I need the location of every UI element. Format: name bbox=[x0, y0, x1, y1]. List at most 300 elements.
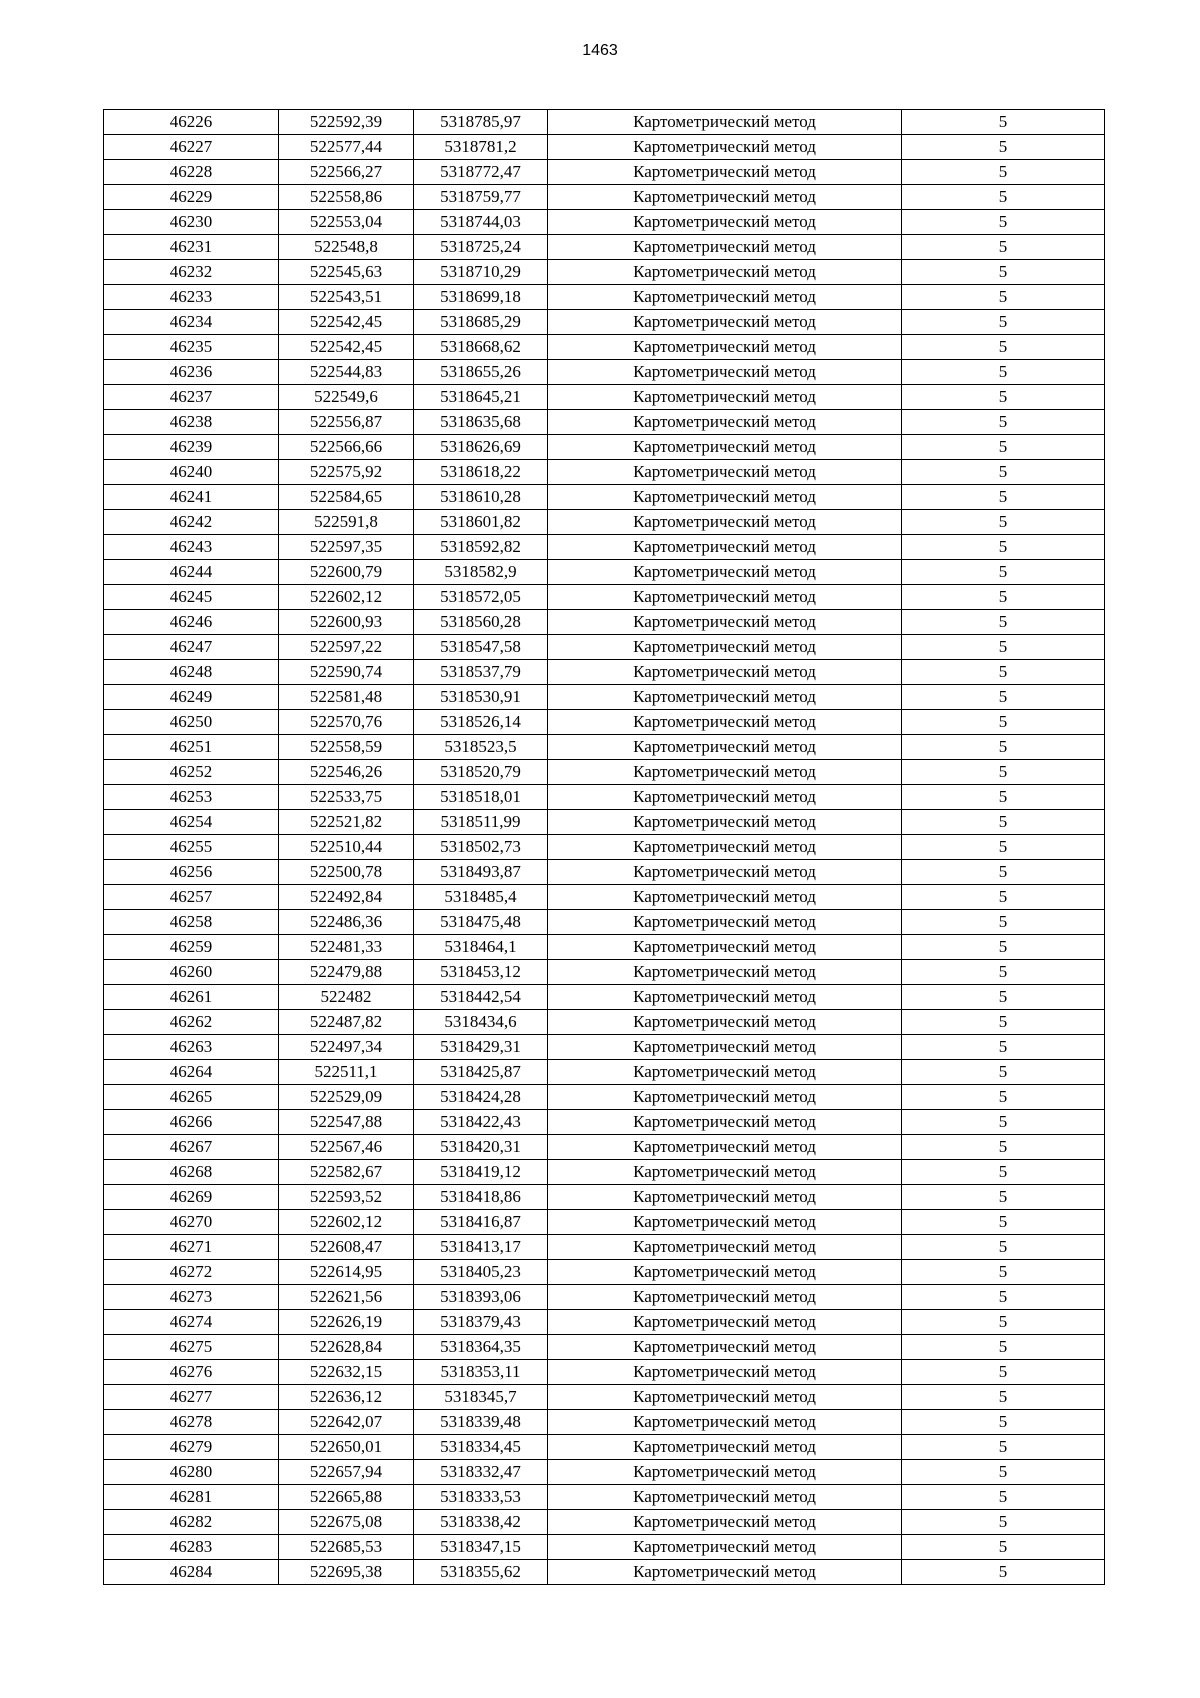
point-id-cell: 46242 bbox=[104, 510, 279, 535]
method-cell: Картометрический метод bbox=[548, 660, 902, 685]
accuracy-cell: 5 bbox=[902, 1385, 1105, 1410]
accuracy-cell: 5 bbox=[902, 1335, 1105, 1360]
y-coordinate-cell: 5318364,35 bbox=[414, 1335, 548, 1360]
y-coordinate-cell: 5318419,12 bbox=[414, 1160, 548, 1185]
x-coordinate-cell: 522549,6 bbox=[279, 385, 414, 410]
accuracy-cell: 5 bbox=[902, 535, 1105, 560]
x-coordinate-cell: 522479,88 bbox=[279, 960, 414, 985]
table-row bbox=[104, 1285, 1105, 1310]
accuracy-cell: 5 bbox=[902, 110, 1105, 135]
method-cell: Картометрический метод bbox=[548, 1110, 902, 1135]
point-id-cell: 46244 bbox=[104, 560, 279, 585]
table-row bbox=[104, 185, 1105, 210]
accuracy-cell: 5 bbox=[902, 335, 1105, 360]
y-coordinate-cell: 5318710,29 bbox=[414, 260, 548, 285]
point-id-cell: 46246 bbox=[104, 610, 279, 635]
y-coordinate-cell: 5318518,01 bbox=[414, 785, 548, 810]
accuracy-cell: 5 bbox=[902, 910, 1105, 935]
y-coordinate-cell: 5318334,45 bbox=[414, 1435, 548, 1460]
x-coordinate-cell: 522481,33 bbox=[279, 935, 414, 960]
accuracy-cell: 5 bbox=[902, 1085, 1105, 1110]
method-cell: Картометрический метод bbox=[548, 560, 902, 585]
method-cell: Картометрический метод bbox=[548, 1535, 902, 1560]
accuracy-cell: 5 bbox=[902, 160, 1105, 185]
table-row bbox=[104, 1160, 1105, 1185]
table-row bbox=[104, 660, 1105, 685]
y-coordinate-cell: 5318772,47 bbox=[414, 160, 548, 185]
method-cell: Картометрический метод bbox=[548, 435, 902, 460]
y-coordinate-cell: 5318416,87 bbox=[414, 1210, 548, 1235]
table-row bbox=[104, 810, 1105, 835]
x-coordinate-cell: 522636,12 bbox=[279, 1385, 414, 1410]
accuracy-cell: 5 bbox=[902, 685, 1105, 710]
accuracy-cell: 5 bbox=[902, 210, 1105, 235]
accuracy-cell: 5 bbox=[902, 1110, 1105, 1135]
point-id-cell: 46270 bbox=[104, 1210, 279, 1235]
point-id-cell: 46254 bbox=[104, 810, 279, 835]
table-row bbox=[104, 685, 1105, 710]
point-id-cell: 46261 bbox=[104, 985, 279, 1010]
accuracy-cell: 5 bbox=[902, 310, 1105, 335]
table-row bbox=[104, 485, 1105, 510]
accuracy-cell: 5 bbox=[902, 185, 1105, 210]
method-cell: Картометрический метод bbox=[548, 485, 902, 510]
y-coordinate-cell: 5318582,9 bbox=[414, 560, 548, 585]
x-coordinate-cell: 522500,78 bbox=[279, 860, 414, 885]
accuracy-cell: 5 bbox=[902, 985, 1105, 1010]
method-cell: Картометрический метод bbox=[548, 585, 902, 610]
method-cell: Картометрический метод bbox=[548, 1035, 902, 1060]
point-id-cell: 46240 bbox=[104, 460, 279, 485]
table-row bbox=[104, 535, 1105, 560]
method-cell: Картометрический метод bbox=[548, 635, 902, 660]
method-cell: Картометрический метод bbox=[548, 135, 902, 160]
x-coordinate-cell: 522543,51 bbox=[279, 285, 414, 310]
table-row bbox=[104, 260, 1105, 285]
table-row bbox=[104, 885, 1105, 910]
y-coordinate-cell: 5318339,48 bbox=[414, 1410, 548, 1435]
method-cell: Картометрический метод bbox=[548, 760, 902, 785]
accuracy-cell: 5 bbox=[902, 810, 1105, 835]
accuracy-cell: 5 bbox=[902, 1435, 1105, 1460]
y-coordinate-cell: 5318635,68 bbox=[414, 410, 548, 435]
x-coordinate-cell: 522511,1 bbox=[279, 1060, 414, 1085]
y-coordinate-cell: 5318626,69 bbox=[414, 435, 548, 460]
x-coordinate-cell: 522592,39 bbox=[279, 110, 414, 135]
x-coordinate-cell: 522597,35 bbox=[279, 535, 414, 560]
point-id-cell: 46250 bbox=[104, 710, 279, 735]
method-cell: Картометрический метод bbox=[548, 1385, 902, 1410]
table-row bbox=[104, 910, 1105, 935]
x-coordinate-cell: 522533,75 bbox=[279, 785, 414, 810]
accuracy-cell: 5 bbox=[902, 460, 1105, 485]
method-cell: Картометрический метод bbox=[548, 410, 902, 435]
point-id-cell: 46227 bbox=[104, 135, 279, 160]
table-row bbox=[104, 985, 1105, 1010]
accuracy-cell: 5 bbox=[902, 1035, 1105, 1060]
x-coordinate-cell: 522558,59 bbox=[279, 735, 414, 760]
y-coordinate-cell: 5318699,18 bbox=[414, 285, 548, 310]
method-cell: Картометрический метод bbox=[548, 685, 902, 710]
accuracy-cell: 5 bbox=[902, 1060, 1105, 1085]
table-row bbox=[104, 1485, 1105, 1510]
x-coordinate-cell: 522566,66 bbox=[279, 435, 414, 460]
accuracy-cell: 5 bbox=[902, 435, 1105, 460]
accuracy-cell: 5 bbox=[902, 360, 1105, 385]
point-id-cell: 46230 bbox=[104, 210, 279, 235]
table-row bbox=[104, 1085, 1105, 1110]
accuracy-cell: 5 bbox=[902, 135, 1105, 160]
method-cell: Картометрический метод bbox=[548, 1260, 902, 1285]
accuracy-cell: 5 bbox=[902, 1460, 1105, 1485]
accuracy-cell: 5 bbox=[902, 260, 1105, 285]
table-row bbox=[104, 635, 1105, 660]
table-row bbox=[104, 860, 1105, 885]
accuracy-cell: 5 bbox=[902, 1285, 1105, 1310]
table-row bbox=[104, 1410, 1105, 1435]
table-row bbox=[104, 1310, 1105, 1335]
x-coordinate-cell: 522614,95 bbox=[279, 1260, 414, 1285]
x-coordinate-cell: 522545,63 bbox=[279, 260, 414, 285]
y-coordinate-cell: 5318511,99 bbox=[414, 810, 548, 835]
y-coordinate-cell: 5318434,6 bbox=[414, 1010, 548, 1035]
table-row bbox=[104, 610, 1105, 635]
point-id-cell: 46233 bbox=[104, 285, 279, 310]
x-coordinate-cell: 522553,04 bbox=[279, 210, 414, 235]
point-id-cell: 46265 bbox=[104, 1085, 279, 1110]
accuracy-cell: 5 bbox=[902, 710, 1105, 735]
accuracy-cell: 5 bbox=[902, 785, 1105, 810]
y-coordinate-cell: 5318725,24 bbox=[414, 235, 548, 260]
x-coordinate-cell: 522608,47 bbox=[279, 1235, 414, 1260]
point-id-cell: 46279 bbox=[104, 1435, 279, 1460]
point-id-cell: 46274 bbox=[104, 1310, 279, 1335]
point-id-cell: 46232 bbox=[104, 260, 279, 285]
x-coordinate-cell: 522665,88 bbox=[279, 1485, 414, 1510]
point-id-cell: 46252 bbox=[104, 760, 279, 785]
accuracy-cell: 5 bbox=[902, 1310, 1105, 1335]
y-coordinate-cell: 5318332,47 bbox=[414, 1460, 548, 1485]
point-id-cell: 46269 bbox=[104, 1185, 279, 1210]
table-row bbox=[104, 560, 1105, 585]
x-coordinate-cell: 522657,94 bbox=[279, 1460, 414, 1485]
accuracy-cell: 5 bbox=[902, 485, 1105, 510]
table-row bbox=[104, 1210, 1105, 1235]
table-row bbox=[104, 1435, 1105, 1460]
table-row bbox=[104, 1560, 1105, 1585]
y-coordinate-cell: 5318537,79 bbox=[414, 660, 548, 685]
table-row bbox=[104, 1385, 1105, 1410]
point-id-cell: 46231 bbox=[104, 235, 279, 260]
method-cell: Картометрический метод bbox=[548, 310, 902, 335]
x-coordinate-cell: 522600,79 bbox=[279, 560, 414, 585]
table-row bbox=[104, 1235, 1105, 1260]
x-coordinate-cell: 522482 bbox=[279, 985, 414, 1010]
y-coordinate-cell: 5318424,28 bbox=[414, 1085, 548, 1110]
table-row bbox=[104, 1460, 1105, 1485]
point-id-cell: 46260 bbox=[104, 960, 279, 985]
method-cell: Картометрический метод bbox=[548, 1010, 902, 1035]
x-coordinate-cell: 522602,12 bbox=[279, 1210, 414, 1235]
accuracy-cell: 5 bbox=[902, 1560, 1105, 1585]
y-coordinate-cell: 5318759,77 bbox=[414, 185, 548, 210]
y-coordinate-cell: 5318493,87 bbox=[414, 860, 548, 885]
accuracy-cell: 5 bbox=[902, 635, 1105, 660]
table-row bbox=[104, 835, 1105, 860]
y-coordinate-cell: 5318592,82 bbox=[414, 535, 548, 560]
x-coordinate-cell: 522590,74 bbox=[279, 660, 414, 685]
table-row bbox=[104, 785, 1105, 810]
method-cell: Картометрический метод bbox=[548, 1285, 902, 1310]
table-row bbox=[104, 210, 1105, 235]
accuracy-cell: 5 bbox=[902, 385, 1105, 410]
y-coordinate-cell: 5318379,43 bbox=[414, 1310, 548, 1335]
table-row bbox=[104, 310, 1105, 335]
accuracy-cell: 5 bbox=[902, 885, 1105, 910]
point-id-cell: 46245 bbox=[104, 585, 279, 610]
point-id-cell: 46278 bbox=[104, 1410, 279, 1435]
table-row bbox=[104, 360, 1105, 385]
table-row bbox=[104, 110, 1105, 135]
page-number: 1463 bbox=[582, 42, 618, 59]
accuracy-cell: 5 bbox=[902, 1010, 1105, 1035]
method-cell: Картометрический метод bbox=[548, 260, 902, 285]
point-id-cell: 46237 bbox=[104, 385, 279, 410]
point-id-cell: 46235 bbox=[104, 335, 279, 360]
point-id-cell: 46251 bbox=[104, 735, 279, 760]
method-cell: Картометрический метод bbox=[548, 885, 902, 910]
table-row bbox=[104, 235, 1105, 260]
accuracy-cell: 5 bbox=[902, 860, 1105, 885]
method-cell: Картометрический метод bbox=[548, 335, 902, 360]
accuracy-cell: 5 bbox=[902, 660, 1105, 685]
point-id-cell: 46256 bbox=[104, 860, 279, 885]
table-row bbox=[104, 1035, 1105, 1060]
method-cell: Картометрический метод bbox=[548, 935, 902, 960]
accuracy-cell: 5 bbox=[902, 1260, 1105, 1285]
x-coordinate-cell: 522548,8 bbox=[279, 235, 414, 260]
accuracy-cell: 5 bbox=[902, 1410, 1105, 1435]
method-cell: Картометрический метод bbox=[548, 785, 902, 810]
y-coordinate-cell: 5318338,42 bbox=[414, 1510, 548, 1535]
y-coordinate-cell: 5318393,06 bbox=[414, 1285, 548, 1310]
accuracy-cell: 5 bbox=[902, 285, 1105, 310]
point-id-cell: 46284 bbox=[104, 1560, 279, 1585]
point-id-cell: 46280 bbox=[104, 1460, 279, 1485]
point-id-cell: 46236 bbox=[104, 360, 279, 385]
point-id-cell: 46262 bbox=[104, 1010, 279, 1035]
y-coordinate-cell: 5318781,2 bbox=[414, 135, 548, 160]
x-coordinate-cell: 522675,08 bbox=[279, 1510, 414, 1535]
point-id-cell: 46228 bbox=[104, 160, 279, 185]
table-row bbox=[104, 510, 1105, 535]
point-id-cell: 46253 bbox=[104, 785, 279, 810]
accuracy-cell: 5 bbox=[902, 760, 1105, 785]
point-id-cell: 46275 bbox=[104, 1335, 279, 1360]
y-coordinate-cell: 5318520,79 bbox=[414, 760, 548, 785]
method-cell: Картометрический метод bbox=[548, 1410, 902, 1435]
y-coordinate-cell: 5318475,48 bbox=[414, 910, 548, 935]
accuracy-cell: 5 bbox=[902, 510, 1105, 535]
x-coordinate-cell: 522492,84 bbox=[279, 885, 414, 910]
table-row bbox=[104, 335, 1105, 360]
y-coordinate-cell: 5318355,62 bbox=[414, 1560, 548, 1585]
table-row bbox=[104, 935, 1105, 960]
point-id-cell: 46281 bbox=[104, 1485, 279, 1510]
method-cell: Картометрический метод bbox=[548, 810, 902, 835]
y-coordinate-cell: 5318668,62 bbox=[414, 335, 548, 360]
x-coordinate-cell: 522695,38 bbox=[279, 1560, 414, 1585]
point-id-cell: 46283 bbox=[104, 1535, 279, 1560]
x-coordinate-cell: 522546,26 bbox=[279, 760, 414, 785]
y-coordinate-cell: 5318442,54 bbox=[414, 985, 548, 1010]
accuracy-cell: 5 bbox=[902, 1485, 1105, 1510]
y-coordinate-cell: 5318655,26 bbox=[414, 360, 548, 385]
x-coordinate-cell: 522486,36 bbox=[279, 910, 414, 935]
table-row bbox=[104, 1260, 1105, 1285]
y-coordinate-cell: 5318413,17 bbox=[414, 1235, 548, 1260]
y-coordinate-cell: 5318420,31 bbox=[414, 1135, 548, 1160]
point-id-cell: 46259 bbox=[104, 935, 279, 960]
y-coordinate-cell: 5318618,22 bbox=[414, 460, 548, 485]
method-cell: Картометрический метод bbox=[548, 610, 902, 635]
accuracy-cell: 5 bbox=[902, 1160, 1105, 1185]
y-coordinate-cell: 5318526,14 bbox=[414, 710, 548, 735]
method-cell: Картометрический метод bbox=[548, 210, 902, 235]
method-cell: Картометрический метод bbox=[548, 1510, 902, 1535]
x-coordinate-cell: 522556,87 bbox=[279, 410, 414, 435]
point-id-cell: 46255 bbox=[104, 835, 279, 860]
x-coordinate-cell: 522544,83 bbox=[279, 360, 414, 385]
table-row bbox=[104, 160, 1105, 185]
method-cell: Картометрический метод bbox=[548, 385, 902, 410]
accuracy-cell: 5 bbox=[902, 835, 1105, 860]
method-cell: Картометрический метод bbox=[548, 110, 902, 135]
point-id-cell: 46248 bbox=[104, 660, 279, 685]
method-cell: Картометрический метод bbox=[548, 160, 902, 185]
table-row bbox=[104, 710, 1105, 735]
point-id-cell: 46258 bbox=[104, 910, 279, 935]
y-coordinate-cell: 5318464,1 bbox=[414, 935, 548, 960]
accuracy-cell: 5 bbox=[902, 960, 1105, 985]
x-coordinate-cell: 522632,15 bbox=[279, 1360, 414, 1385]
y-coordinate-cell: 5318345,7 bbox=[414, 1385, 548, 1410]
x-coordinate-cell: 522626,19 bbox=[279, 1310, 414, 1335]
table-row bbox=[104, 1110, 1105, 1135]
point-id-cell: 46229 bbox=[104, 185, 279, 210]
method-cell: Картометрический метод bbox=[548, 910, 902, 935]
x-coordinate-cell: 522584,65 bbox=[279, 485, 414, 510]
point-id-cell: 46257 bbox=[104, 885, 279, 910]
point-id-cell: 46239 bbox=[104, 435, 279, 460]
point-id-cell: 46271 bbox=[104, 1235, 279, 1260]
x-coordinate-cell: 522650,01 bbox=[279, 1435, 414, 1460]
x-coordinate-cell: 522577,44 bbox=[279, 135, 414, 160]
x-coordinate-cell: 522566,27 bbox=[279, 160, 414, 185]
point-id-cell: 46241 bbox=[104, 485, 279, 510]
y-coordinate-cell: 5318485,4 bbox=[414, 885, 548, 910]
y-coordinate-cell: 5318502,73 bbox=[414, 835, 548, 860]
table-row bbox=[104, 735, 1105, 760]
method-cell: Картометрический метод bbox=[548, 735, 902, 760]
y-coordinate-cell: 5318347,15 bbox=[414, 1535, 548, 1560]
point-id-cell: 46243 bbox=[104, 535, 279, 560]
x-coordinate-cell: 522497,34 bbox=[279, 1035, 414, 1060]
method-cell: Картометрический метод bbox=[548, 1360, 902, 1385]
table-row bbox=[104, 135, 1105, 160]
method-cell: Картометрический метод bbox=[548, 1335, 902, 1360]
x-coordinate-cell: 522521,82 bbox=[279, 810, 414, 835]
accuracy-cell: 5 bbox=[902, 585, 1105, 610]
accuracy-cell: 5 bbox=[902, 1135, 1105, 1160]
x-coordinate-cell: 522621,56 bbox=[279, 1285, 414, 1310]
method-cell: Картометрический метод bbox=[548, 1185, 902, 1210]
method-cell: Картометрический метод bbox=[548, 985, 902, 1010]
method-cell: Картометрический метод bbox=[548, 1435, 902, 1460]
method-cell: Картометрический метод bbox=[548, 1135, 902, 1160]
accuracy-cell: 5 bbox=[902, 1210, 1105, 1235]
y-coordinate-cell: 5318425,87 bbox=[414, 1060, 548, 1085]
table-row bbox=[104, 410, 1105, 435]
x-coordinate-cell: 522600,93 bbox=[279, 610, 414, 635]
coordinates-table bbox=[103, 109, 1105, 1585]
x-coordinate-cell: 522558,86 bbox=[279, 185, 414, 210]
x-coordinate-cell: 522581,48 bbox=[279, 685, 414, 710]
y-coordinate-cell: 5318453,12 bbox=[414, 960, 548, 985]
method-cell: Картометрический метод bbox=[548, 360, 902, 385]
point-id-cell: 46263 bbox=[104, 1035, 279, 1060]
accuracy-cell: 5 bbox=[902, 1360, 1105, 1385]
x-coordinate-cell: 522685,53 bbox=[279, 1535, 414, 1560]
accuracy-cell: 5 bbox=[902, 1235, 1105, 1260]
accuracy-cell: 5 bbox=[902, 1185, 1105, 1210]
table-row bbox=[104, 585, 1105, 610]
method-cell: Картометрический метод bbox=[548, 1310, 902, 1335]
accuracy-cell: 5 bbox=[902, 610, 1105, 635]
y-coordinate-cell: 5318601,82 bbox=[414, 510, 548, 535]
method-cell: Картометрический метод bbox=[548, 285, 902, 310]
table-row bbox=[104, 960, 1105, 985]
x-coordinate-cell: 522547,88 bbox=[279, 1110, 414, 1135]
x-coordinate-cell: 522575,92 bbox=[279, 460, 414, 485]
y-coordinate-cell: 5318523,5 bbox=[414, 735, 548, 760]
table-row bbox=[104, 760, 1105, 785]
method-cell: Картометрический метод bbox=[548, 1085, 902, 1110]
method-cell: Картометрический метод bbox=[548, 1210, 902, 1235]
accuracy-cell: 5 bbox=[902, 735, 1105, 760]
x-coordinate-cell: 522567,46 bbox=[279, 1135, 414, 1160]
table-row bbox=[104, 1060, 1105, 1085]
point-id-cell: 46234 bbox=[104, 310, 279, 335]
x-coordinate-cell: 522542,45 bbox=[279, 335, 414, 360]
y-coordinate-cell: 5318530,91 bbox=[414, 685, 548, 710]
point-id-cell: 46273 bbox=[104, 1285, 279, 1310]
method-cell: Картометрический метод bbox=[548, 860, 902, 885]
table-row bbox=[104, 385, 1105, 410]
point-id-cell: 46266 bbox=[104, 1110, 279, 1135]
accuracy-cell: 5 bbox=[902, 1535, 1105, 1560]
table-row bbox=[104, 1360, 1105, 1385]
point-id-cell: 46226 bbox=[104, 110, 279, 135]
point-id-cell: 46238 bbox=[104, 410, 279, 435]
method-cell: Картометрический метод bbox=[548, 1060, 902, 1085]
y-coordinate-cell: 5318685,29 bbox=[414, 310, 548, 335]
x-coordinate-cell: 522529,09 bbox=[279, 1085, 414, 1110]
method-cell: Картометрический метод bbox=[548, 1160, 902, 1185]
y-coordinate-cell: 5318547,58 bbox=[414, 635, 548, 660]
method-cell: Картометрический метод bbox=[548, 185, 902, 210]
method-cell: Картометрический метод bbox=[548, 835, 902, 860]
